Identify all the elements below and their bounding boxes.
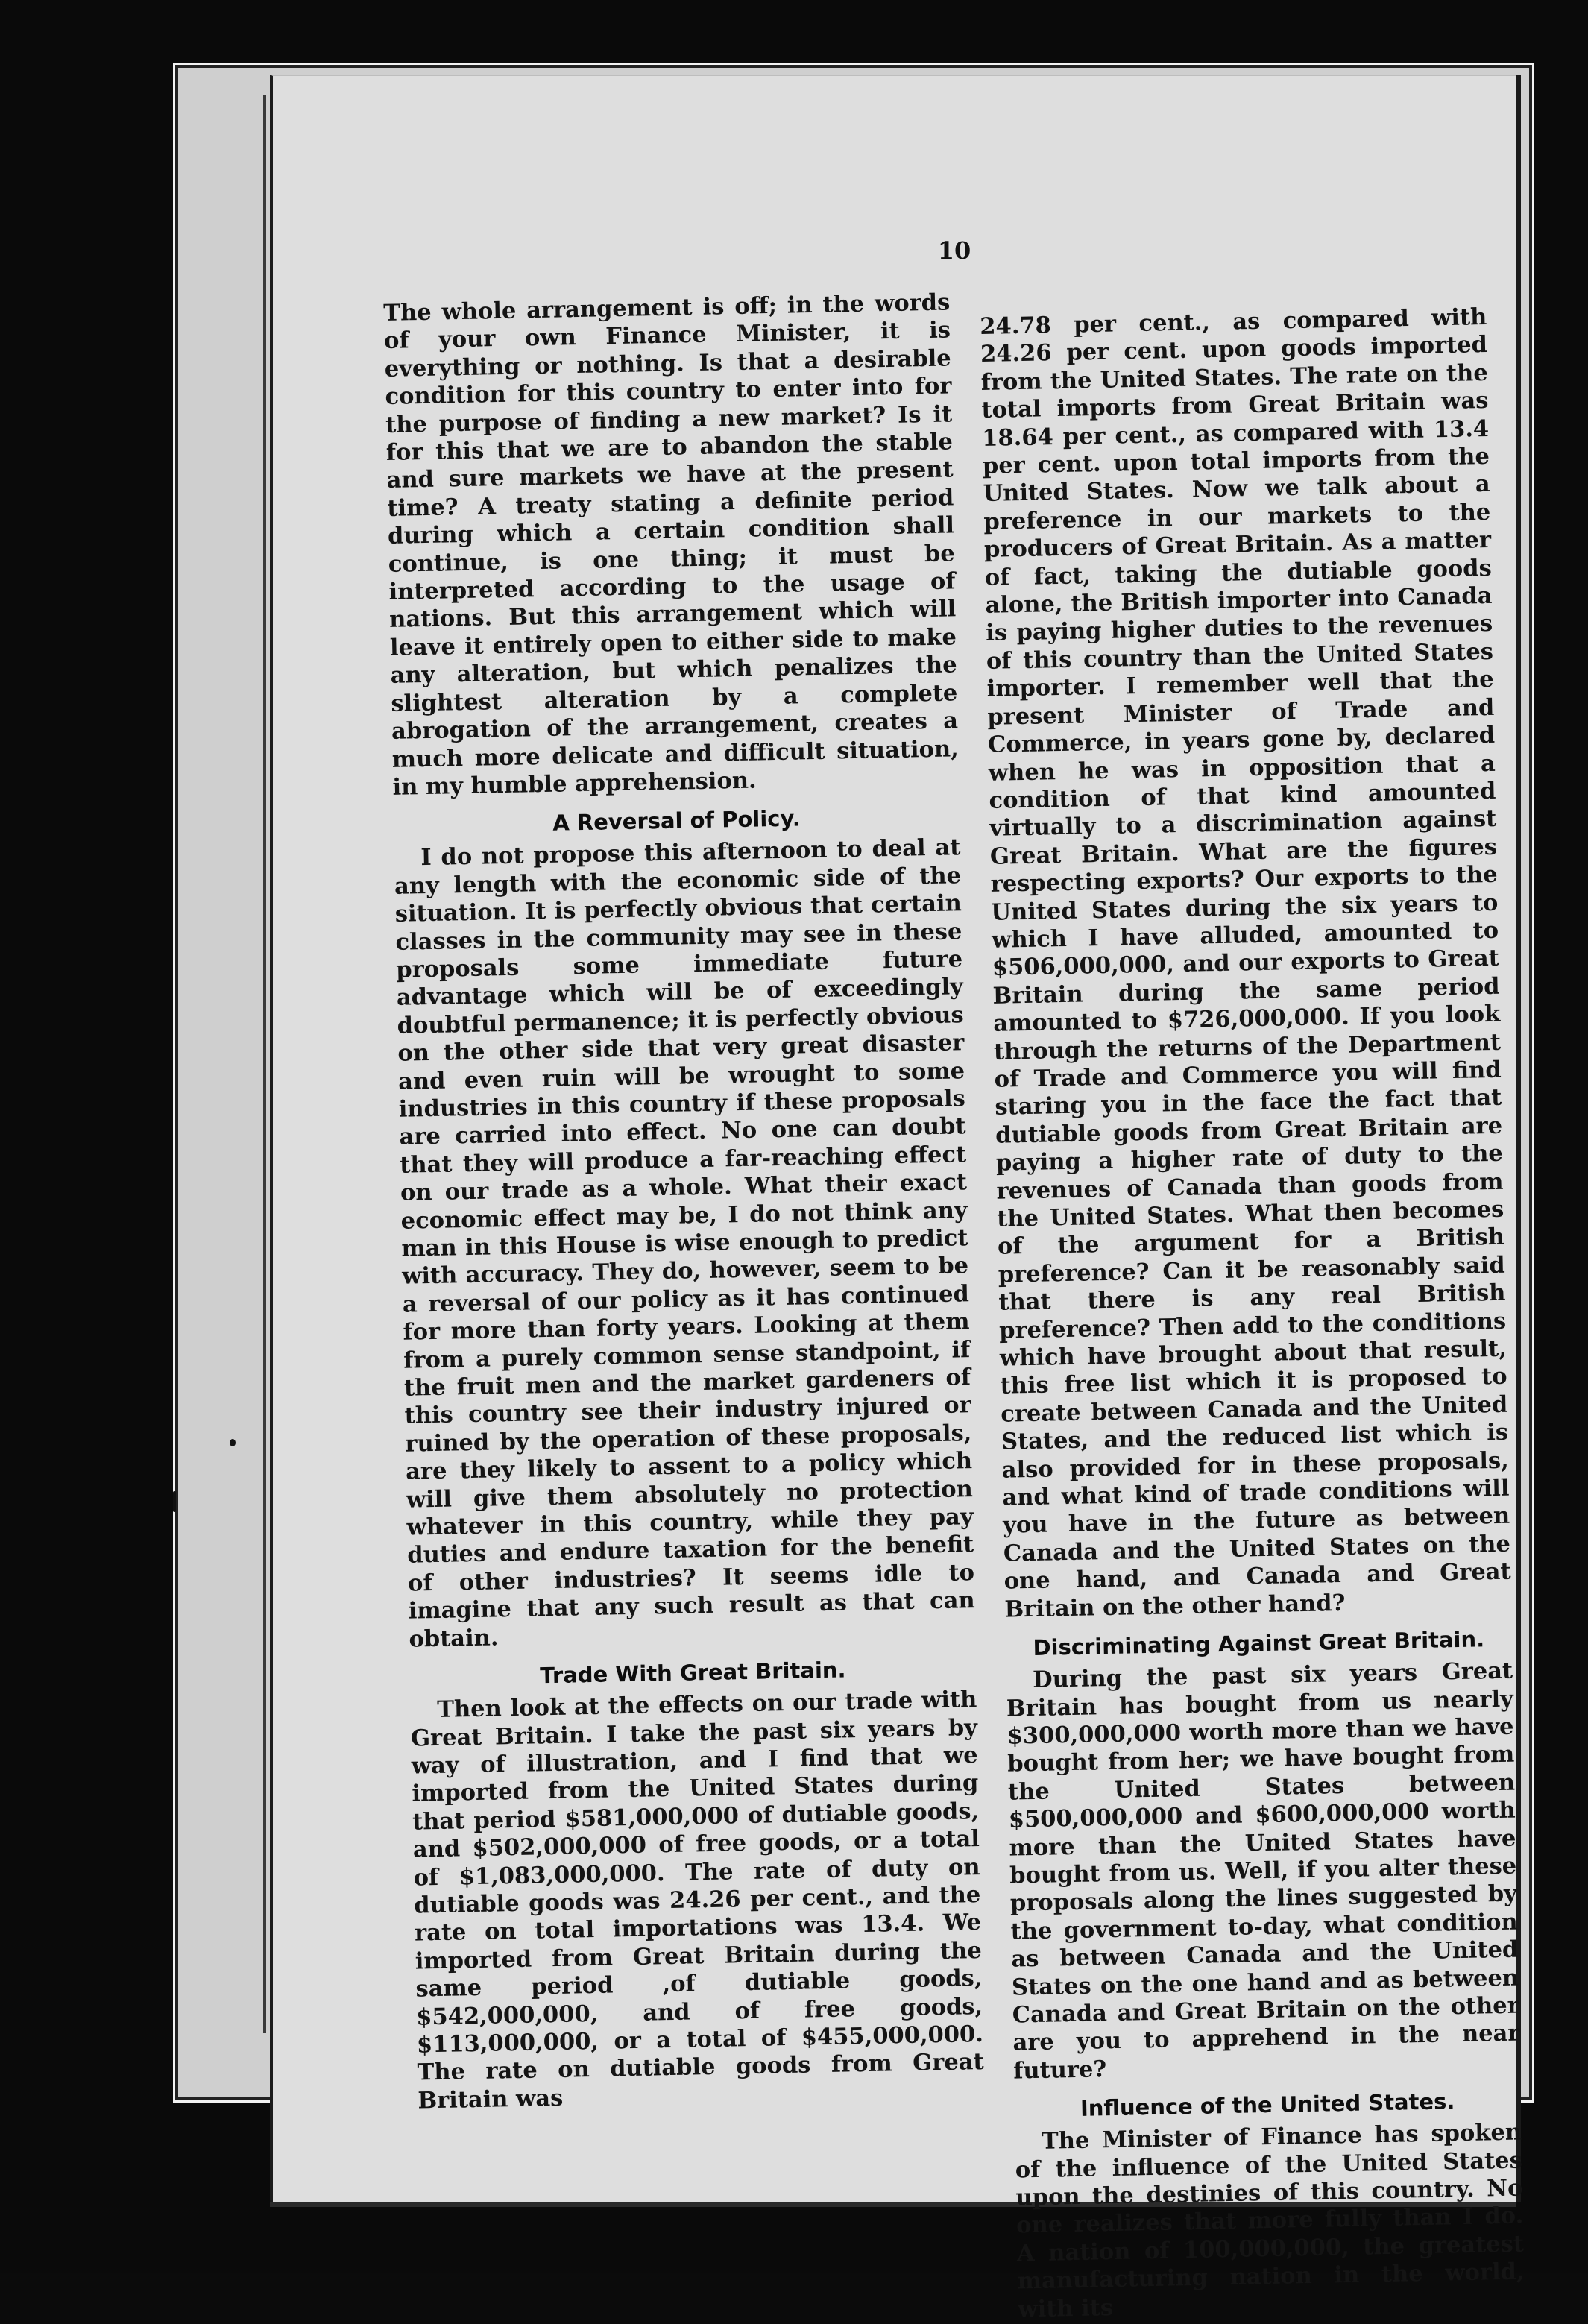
section-heading: A Reversal of Policy. [552,805,801,837]
left-column [383,289,985,2114]
right-column [980,303,1525,2324]
section-heading: Influence of the United States. [1080,2088,1455,2122]
section-heading: Trade With Great Britain. [540,1657,846,1689]
paragraph: During the past six years Great Britain has bought from us nearly $300,000,000 worth more than we have bought from her; we have bought from the United States between $500,000,000 and $600,000,000 worth more than the United States have bought from us. Well, if you alter these proposals along the lines suggested by the government to-day, what condition as between Canada and the United States on the one hand and as between Canada and Great Britain on the other are you to apprehend in the near future? [1006,1657,1520,2085]
paragraph: I do not propose this afternoon to deal at any length with the economic side of the situation. It is perfectly obvious that certain classes in the community may see in these proposals some immediate future advantage which will be of exceedingly doubtful permanence; it is perfectly obvious on the other side that very great disaster and even ruin will be wrought to some industries in this country if these proposals are carried into effect. No one can doubt that they will produce a far-reaching effect on our trade as a whole. What their exact economic effect may be, I do not think any man in this House is wise enough to predict with accuracy. They do, however, seem to be a reversal of our policy as it has continued for more than forty years. Looking at them from a purely common sense standpoint, if the fruit men and the market gardeners of this country see their industry injured or ruined by the operation of these proposals, are they likely to assent to a policy which will give them absolutely no protection whatever in this country, while they pay duties and endure taxation for the benefit of other industries? It seems idle to imagine that any such result as that can obtain. [394,834,975,1653]
scan-speck [173,1491,176,1512]
paragraph: The whole arrangement is off; in the words of your own Finance Minister, it is everything or nothing. Is that a desirable condition for this country to enter into for the purpose of finding a new market? Is it for this that we are to abandon the stable and sure markets we have at the present time? A treaty stating a definite period during which a certain condition shall continue, is one thing; it must be interpreted according to the usage of nations. But this arrangement which will leave it entirely open to either side to make any alteration, but which penalizes the slightest alteration by a complete abrogation of the arrangement, creates a much more delicate and difficult situation, in my humble apprehension. [383,289,960,801]
paragraph: The Minister of Finance has spoken of the influence of the United States upon the destinies of this country. No one realizes that more fully than I do. A nation of 100,000,000, the greatest manufacturing nation in the world, with its [1015,2118,1525,2323]
section-heading: Discriminating Against Great Britain. [1033,1626,1485,1661]
paragraph: 24.78 per cent., as compared with 24.26 per cent. upon goods imported from the United States. The rate on the total imports from Great Britain was 18.64 per cent., as compared with 13.4 per cent. upon total imports from the United States. Now we talk about a preference in our markets to the producers of Great Britain. As a matter of fact, taking the dutiable goods alone, the British importer into Canada is paying higher duties to the revenues of this country than the United States importer. I remember well that the present Minister of Trade and Commerce, in years gone by, declared when he was in opposition that a condition of that kind amounted virtually to a discrimination against Great Britain. What are the figures respecting exports? Our exports to the United States during the six years to which I have alluded, amounted to $506,000,000, and our exports to Great Britain during the same period amounted to $726,000,000. If you look through the returns of the Department of Trade and Commerce you will find staring you in the face the fact that dutiable goods from Great Britain are paying a higher rate of duty to the revenues of Canada than goods from the United States. What then becomes of the argument for a British preference? Can it be reasonably said that there is any real British preference? Then add to the conditions which have brought about that result, this free list which it is proposed to create between Canada and the United States, and the reduced list which is also provided for in these proposals, and what kind of trade conditions will you have in the future as between Canada and the United States on the one hand, and Canada and Great Britain on the other hand? [980,303,1511,1623]
page-number: 10 [937,236,971,265]
scan-speck [230,1439,236,1446]
paragraph: Then look at the effects on our trade with Great Britain. I take the past six years by way of illustration, and I find that we imported from the United States during that period $581,000,000 of dutiable goods, and $502,000,000 of free goods, or a total of $1,083,000,000. The rate of duty on dutiable goods was 24.26 per cent., and the rate on total importations was 13.4. We imported from Great Britain during the same period ,of dutiable goods, $542,000,000, and of free goods, $113,000,000, or a total of $455,000,000. The rate on dutiable goods from Great Britain was [410,1686,984,2114]
page-edge-line [263,95,266,2033]
document-page [270,75,1525,2323]
